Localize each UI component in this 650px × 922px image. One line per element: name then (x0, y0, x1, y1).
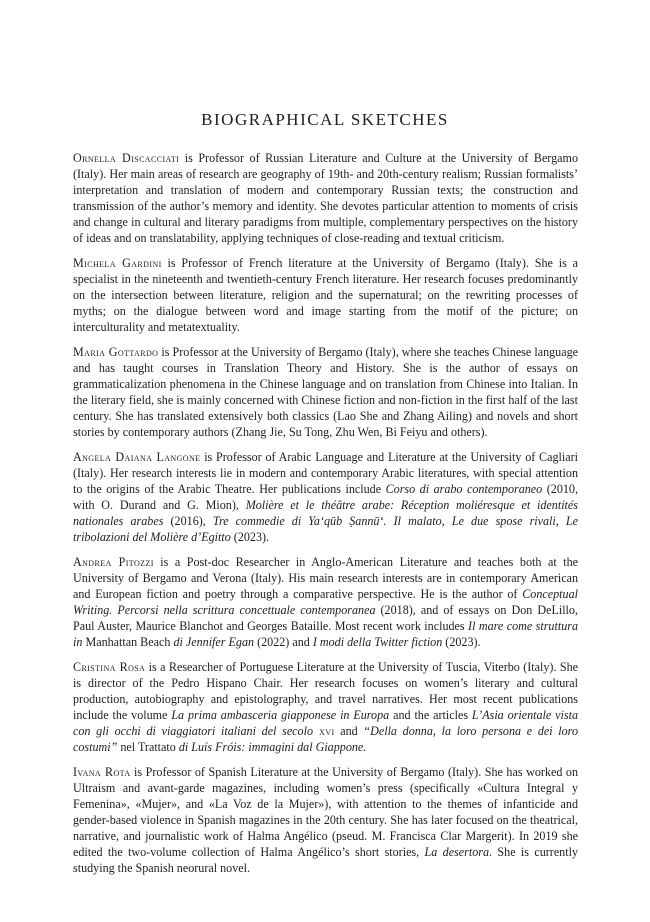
bio-text: is a Researcher of Portuguese Literature at the University of Tuscia, Viterbo (Italy). She is director of the Pedro Hispano Chair. Her research focuses on women’s literary and cultural production, autobiography and epistolography, and travel narratives. Her most recent publications include the volume (73, 660, 578, 722)
bio-italic-text: di Jennifer Egan (173, 635, 255, 649)
bio-text: is Professor of Spanish Literature at the University of Bergamo (Italy). She has worked on Ultraism and avant-garde magazines, including women’s press (specifically «Cultura Integral y Femenina», «Mujer», and «La Voz de la Mujer»), with attention to the themes of infanticide and gender-based violence in Spanish magazines in the 20th century. She has later focused on the theatrical, narrative, and journalistic work of Halma Angélico (pseud. M. Francisca Clar Margerit). In 2019 she edited the two-volume collection of Halma Angélico’s short stories, (73, 765, 578, 859)
bio-paragraph (73, 554, 578, 650)
bio-text: and the articles (389, 708, 472, 722)
bio-text: is Professor of Russian Literature and Culture at the University of Bergamo (Italy). Her main areas of research are geography of 19th- and 20th-century realism; Russian formalists’ interpretation and translation of modern and contemporary Russian texts; the construction and transmission of the author’s memory and identity. She devotes particular attention to moments of crisis and change in cultural and literary paradigms from multiple, complementary perspectives on the history of ideas and on translatability, applying techniques of close-reading and textual criticism. (73, 151, 578, 245)
bio-paragraph (73, 150, 578, 246)
bio-author-name: Angela Daiana Langone (73, 450, 201, 464)
bio-author-name: Ivana Rota (73, 765, 131, 779)
bio-author-name: Ornella Discacciati (73, 151, 180, 165)
bio-text: (2023). (230, 530, 270, 544)
bio-author-name: Michela Gardini (73, 256, 162, 270)
page-title: BIOGRAPHICAL SKETCHES (201, 110, 449, 129)
bio-author-name: Andrea Pitozzi (73, 555, 154, 569)
bio-text: xvi (313, 724, 335, 738)
bio-author-name: Cristina Rosa (73, 660, 146, 674)
bio-text: is Professor of Arabic Language and Literature at the University of Cagliari (Italy). Her research interests lie in modern and contemporary Arabic literatures, with special attention to the origins of the Arabic Theatre. Her publications include (73, 450, 578, 496)
bio-text: is a Post-doc Researcher in Anglo-American Literature and teaches both at the University of Bergamo and Verona (Italy). His main research interests are in contemporary American and European fiction and poetry through a comparative perspective. He is the author of (73, 555, 578, 601)
bio-italic-text: Molière et le théâtre arabe: Réception moliéresque et identités nationales arabes (73, 498, 578, 528)
biographies-list (73, 150, 578, 885)
bio-text: nel Trattato (117, 740, 179, 754)
bio-italic-text: Tre commedie di Ya‘qūb Ṣannū‘. Il malato, Le due spose rivali, Le tribolazioni del Molière d’Egitto (73, 514, 578, 544)
bio-paragraph (73, 449, 578, 545)
bio-text: is Professor of French literature at the University of Bergamo (Italy). She is a specialist in the nineteenth and twentieth-century French literature. Her research focuses predominantly on the intersection between literature, religion and the supernatural; on the rewriting processes of myths; on the dialogue between word and image starting from the motif of the picture; on interculturality and metatextuality. (73, 256, 578, 334)
bio-italic-text: “Della donna, la loro persona e dei loro costumi” (73, 724, 578, 754)
bio-author-name: Maria Gottardo (73, 345, 159, 359)
bio-paragraph (73, 255, 578, 335)
bio-italic-text: di Luís Fróis: immagini dal Giappone. (178, 740, 367, 754)
bio-text: (2023). (442, 635, 481, 649)
bio-italic-text: Il mare come struttura in (73, 619, 578, 649)
bio-italic-text: Conceptual Writing. Percorsi nella scrittura concettuale contemporanea (73, 587, 578, 617)
bio-paragraph (73, 659, 578, 755)
bio-italic-text: La desertora (424, 845, 490, 859)
bio-text: (2018), and of essays on Don DeLillo, Paul Auster, Maurice Blanchot and Georges Bataille. Most recent work includes (73, 603, 578, 633)
bio-paragraph (73, 344, 578, 440)
bio-text: and (334, 724, 364, 738)
bio-text: Manhattan Beach (82, 635, 174, 649)
bio-text: (2010, with O. Durand and G. Mion), (73, 482, 578, 512)
bio-paragraph (73, 764, 578, 876)
bio-italic-text: I modi della Twitter fiction (312, 635, 443, 649)
bio-italic-text: La prima ambasceria giapponese in Europa (171, 708, 390, 722)
bio-text: (2022) and (254, 635, 313, 649)
bio-italic-text: Corso di arabo contemporaneo (385, 482, 543, 496)
bio-italic-text: L’Asia orientale vista con gli occhi di viaggiatori italiani del secolo (73, 708, 579, 738)
bio-text: is Professor at the University of Bergamo (Italy), where she teaches Chinese language and has taught courses in Translation Theory and History. She is the author of essays on grammaticalization phenomena in the Chinese language and on translation from Chinese into Italian. In the literary field, she is mainly concerned with Chinese fiction and non-fiction in the first half of the last century. She has translated extensively both classics (Lao She and Zhang Ailing) and novels and short stories by contemporary authors (Zhang Jie, Su Tong, Zhu Wen, Bi Feiyu and others). (73, 345, 578, 439)
bio-text: . She is currently studying the Spanish neorural novel. (73, 845, 578, 875)
bio-text: (2016), (163, 514, 213, 528)
